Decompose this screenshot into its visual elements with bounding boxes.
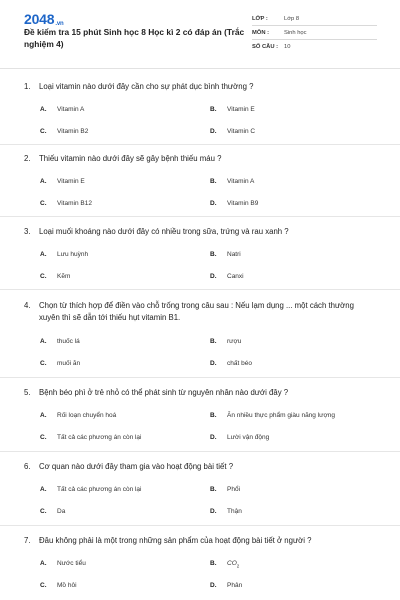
answer-option[interactable] xyxy=(210,128,255,135)
logo-suffix: .vn xyxy=(55,21,64,27)
option-text: Vitamin E xyxy=(227,106,255,113)
option-letter: A. xyxy=(40,486,47,493)
option-letter: D. xyxy=(210,508,217,515)
question-number: 3. xyxy=(24,227,31,236)
option-text: chất béo xyxy=(227,360,252,367)
option-letter: D. xyxy=(210,582,217,589)
option-text: Vitamin C xyxy=(227,128,256,135)
answer-option[interactable] xyxy=(210,412,335,419)
meta-row-class xyxy=(252,12,377,26)
answer-option[interactable] xyxy=(210,560,239,568)
question-divider xyxy=(0,377,400,378)
answer-option[interactable] xyxy=(210,273,244,280)
answer-option[interactable] xyxy=(40,200,92,207)
answer-option[interactable] xyxy=(40,273,70,280)
option-letter: C. xyxy=(40,434,47,441)
option-letter: B. xyxy=(210,560,217,567)
option-letter: A. xyxy=(40,106,47,113)
option-letter: B. xyxy=(210,486,217,493)
meta-value: Sinh học xyxy=(284,29,307,36)
question-6 xyxy=(24,461,374,473)
option-letter: A. xyxy=(40,412,47,419)
option-text: Tất cả các phương án còn lại xyxy=(57,434,142,441)
answer-option[interactable] xyxy=(40,178,85,185)
meta-table xyxy=(252,12,377,54)
option-text: Lười vận động xyxy=(227,434,270,441)
option-text: Mồ hôi xyxy=(57,582,77,589)
option-text: Rối loạn chuyển hoá xyxy=(57,412,117,419)
meta-label: MÔN : xyxy=(252,29,270,36)
answer-option[interactable] xyxy=(210,178,254,185)
option-text: Vitamin B9 xyxy=(227,200,259,207)
option-letter: C. xyxy=(40,273,47,280)
meta-row-subject xyxy=(252,26,377,40)
question-divider xyxy=(0,289,400,290)
answer-option[interactable] xyxy=(40,582,77,589)
option-text: Natri xyxy=(227,251,241,258)
question-text: Bệnh béo phì ở trẻ nhỏ có thể phát sinh từ nguyên nhân nào dưới đây ? xyxy=(39,388,289,397)
meta-label: LỚP : xyxy=(252,15,268,22)
option-text: Thận xyxy=(227,508,242,515)
question-text: Loại vitamin nào dưới đây cần cho sự phát dục bình thường ? xyxy=(39,82,254,91)
answer-option[interactable] xyxy=(40,128,88,135)
answer-option[interactable] xyxy=(40,106,84,113)
option-text: Kẽm xyxy=(57,273,71,280)
option-letter: A. xyxy=(40,560,47,567)
option-letter: A. xyxy=(40,338,47,345)
answer-option[interactable] xyxy=(40,560,86,567)
option-text: Phân xyxy=(227,582,243,589)
page-header xyxy=(0,0,400,68)
answer-option[interactable] xyxy=(210,582,242,589)
question-4 xyxy=(24,300,374,324)
question-number: 2. xyxy=(24,154,31,163)
option-text: Ăn nhiều thực phẩm giàu năng lượng xyxy=(227,412,336,419)
answer-option[interactable] xyxy=(210,200,258,207)
option-letter: C. xyxy=(40,360,47,367)
question-divider xyxy=(0,525,400,526)
option-text: Phổi xyxy=(227,486,241,493)
option-subscript: 2 xyxy=(236,563,240,569)
answer-option[interactable] xyxy=(210,106,255,113)
answer-option[interactable] xyxy=(40,251,88,258)
option-text: Da xyxy=(57,508,66,515)
answer-option[interactable] xyxy=(40,338,80,345)
answer-option[interactable] xyxy=(210,486,240,493)
option-letter: D. xyxy=(210,360,217,367)
option-text: Lưu huỳnh xyxy=(57,251,89,258)
option-letter: C. xyxy=(40,200,47,207)
option-letter: D. xyxy=(210,273,217,280)
answer-option[interactable] xyxy=(210,338,241,345)
question-text: Thiếu vitamin nào dưới đây sẽ gây bệnh thiếu máu ? xyxy=(39,154,222,163)
option-text: Tất cả các phương án còn lại xyxy=(57,486,142,493)
option-text: Nước tiểu xyxy=(57,560,86,567)
option-text: thuốc lá xyxy=(57,338,80,345)
question-text: Chọn từ thích hợp để điền vào chỗ trống trong câu sau : Nếu lạm dụng ... một cách thường xuyên thì sẽ dẫn tới thiếu hụt vitamin B1. xyxy=(39,301,354,322)
meta-value: 10 xyxy=(284,44,291,50)
question-text: Cơ quan nào dưới đây tham gia vào hoạt động bài tiết ? xyxy=(39,462,234,471)
question-7 xyxy=(24,535,374,547)
answer-option[interactable] xyxy=(210,434,269,441)
meta-label: SỐ CÂU : xyxy=(252,44,279,50)
header-divider xyxy=(0,68,400,69)
question-2 xyxy=(24,153,374,165)
answer-option[interactable] xyxy=(40,412,116,419)
answer-option[interactable] xyxy=(210,251,241,258)
question-number: 7. xyxy=(24,536,31,545)
question-number: 6. xyxy=(24,462,31,471)
question-text: Loại muối khoáng nào dưới đây có nhiều trong sữa, trứng và rau xanh ? xyxy=(39,227,289,236)
option-text: Vitamin E xyxy=(57,178,85,185)
option-text: Canxi xyxy=(227,273,244,280)
option-letter: B. xyxy=(210,412,217,419)
option-letter: B. xyxy=(210,338,217,345)
meta-value: Lớp 8 xyxy=(284,15,300,22)
question-divider xyxy=(0,216,400,217)
question-divider xyxy=(0,144,400,145)
meta-row-count xyxy=(252,40,377,54)
option-text: Vitamin B12 xyxy=(57,200,92,207)
question-divider xyxy=(0,451,400,452)
answer-option[interactable] xyxy=(40,508,65,515)
answer-option[interactable] xyxy=(40,486,142,493)
option-letter: B. xyxy=(210,251,217,258)
question-number: 4. xyxy=(24,301,31,310)
answer-option[interactable] xyxy=(210,508,242,515)
question-text: Đâu không phải là một trong những sản phẩm của hoạt động bài tiết ở người ? xyxy=(39,536,312,545)
question-5 xyxy=(24,387,374,399)
logo-text: 2048 xyxy=(24,11,55,27)
option-letter: B. xyxy=(210,178,217,185)
answer-option[interactable] xyxy=(210,360,252,367)
option-letter: C. xyxy=(40,128,47,135)
option-text: CO xyxy=(227,560,237,567)
option-letter: D. xyxy=(210,434,217,441)
question-3 xyxy=(24,226,374,238)
option-text: Vitamin A xyxy=(57,106,85,113)
page-title: Đề kiểm tra 15 phút Sinh học 8 Học kì 2 có đáp án (Trắc nghiệm 4) xyxy=(24,27,245,49)
option-letter: B. xyxy=(210,106,217,113)
option-letter: A. xyxy=(40,178,47,185)
option-letter: C. xyxy=(40,582,47,589)
logo[interactable] xyxy=(24,11,63,27)
answer-option[interactable] xyxy=(40,360,80,367)
option-letter: A. xyxy=(40,251,47,258)
question-number: 5. xyxy=(24,388,31,397)
option-text: Vitamin A xyxy=(227,178,255,185)
answer-option[interactable] xyxy=(40,434,142,441)
option-text: muối ăn xyxy=(57,360,81,367)
option-letter: C. xyxy=(40,508,47,515)
option-text: rượu xyxy=(227,338,242,345)
question-number: 1. xyxy=(24,82,31,91)
option-text: Vitamin B2 xyxy=(57,128,89,135)
option-letter: D. xyxy=(210,200,217,207)
option-letter: D. xyxy=(210,128,217,135)
question-1 xyxy=(24,81,374,93)
